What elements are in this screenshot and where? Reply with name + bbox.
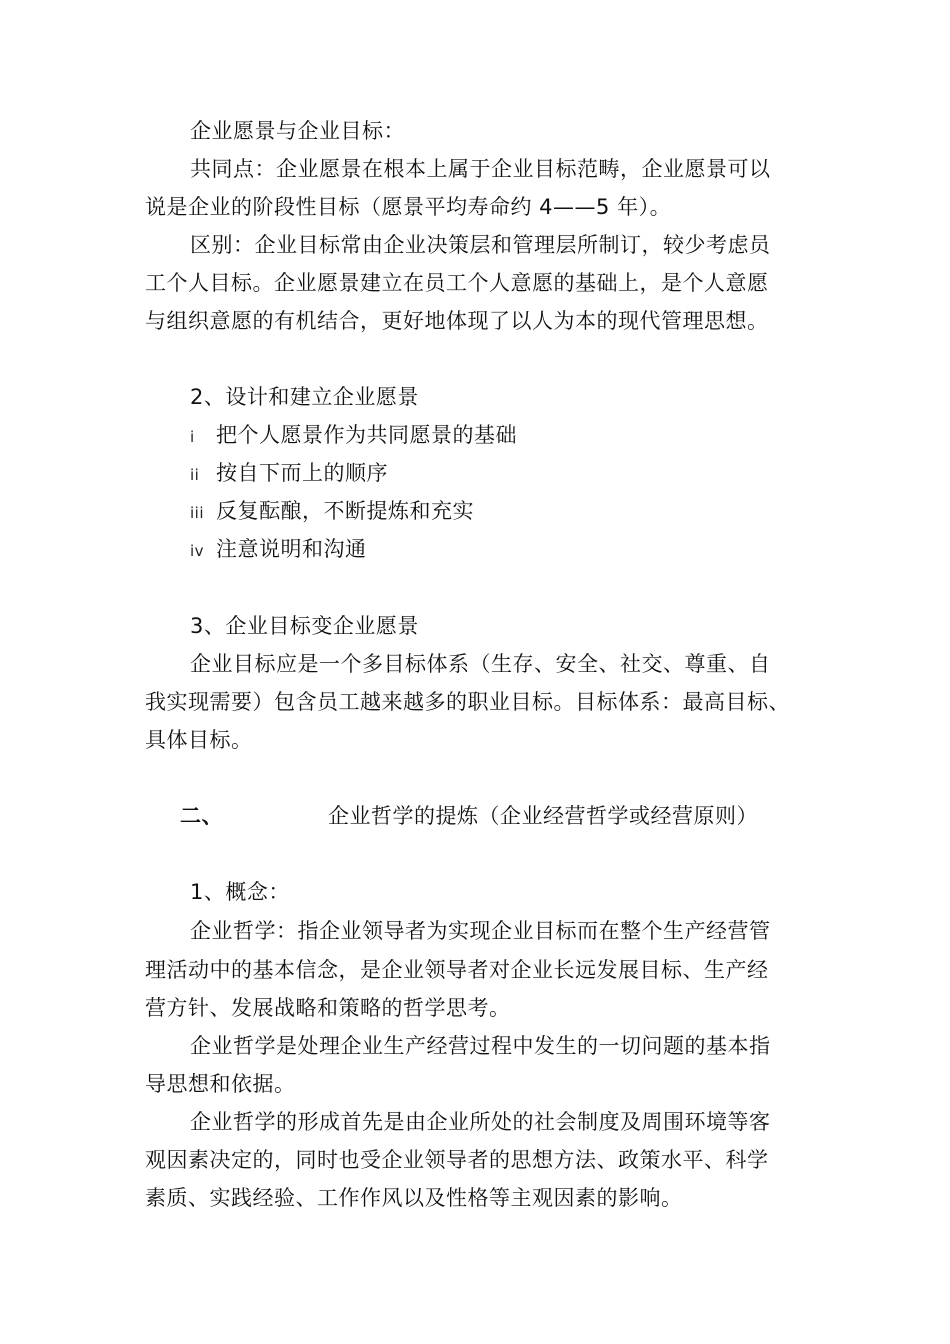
paragraph-line: 说是企业的阶段性目标（愿景平均寿命约 4——5 年）。 — [145, 195, 672, 219]
list-item — [190, 498, 474, 526]
paragraph-line: 理活动中的基本信念，是企业领导者对企业长远发展目标、生产经 — [145, 958, 769, 982]
section-heading-design-vision: 2、设计和建立企业愿景 — [190, 385, 419, 409]
paragraph-line: 工个人目标。企业愿景建立在员工个人意愿的基础上，是个人意愿 — [145, 271, 769, 295]
section-heading-vision-goals: 企业愿景与企业目标： — [190, 119, 405, 143]
section-heading-goal-to-vision: 3、企业目标变企业愿景 — [190, 614, 419, 638]
list-item — [190, 536, 367, 564]
list-item-text: 反复酝酿，不断提炼和充实 — [216, 499, 474, 523]
paragraph-line: 共同点：企业愿景在根本上属于企业目标范畴，企业愿景可以 — [190, 157, 771, 181]
paragraph-line: 企业哲学：指企业领导者为实现企业目标而在整个生产经营管 — [190, 919, 771, 943]
paragraph-line: 与组织意愿的有机结合，更好地体现了以人为本的现代管理思想。 — [145, 309, 769, 333]
list-item — [190, 460, 388, 488]
paragraph-line: 企业目标应是一个多目标体系（生存、安全、社交、尊重、自 — [190, 652, 771, 676]
paragraph-line: 导思想和依据。 — [145, 1072, 296, 1096]
list-item-number: iv — [190, 542, 205, 560]
paragraph-line: 企业哲学是处理企业生产经营过程中发生的一切问题的基本指 — [190, 1034, 771, 1058]
list-item-text: 按自下而上的顺序 — [216, 461, 388, 485]
list-item-number: ii — [190, 466, 200, 484]
paragraph-line: 营方针、发展战略和策略的哲学思考。 — [145, 996, 511, 1020]
list-item-text: 把个人愿景作为共同愿景的基础 — [216, 423, 517, 447]
list-item-number: i — [190, 428, 195, 446]
list-item-text: 注意说明和沟通 — [216, 537, 367, 561]
paragraph-line: 我实现需要）包含员工越来越多的职业目标。目标体系：最高目标、 — [145, 690, 790, 714]
section-heading-concept: 1、概念： — [190, 880, 290, 904]
paragraph-line: 具体目标。 — [145, 728, 253, 752]
paragraph-line: 企业哲学的形成首先是由企业所处的社会制度及周围环境等客 — [190, 1110, 771, 1134]
part-number: 二、 — [180, 804, 223, 828]
list-item-number: iii — [190, 504, 205, 522]
paragraph-line: 区别：企业目标常由企业决策层和管理层所制订，较少考虑员 — [190, 233, 771, 257]
list-item — [190, 422, 517, 450]
paragraph-line: 观因素决定的，同时也受企业领导者的思想方法、政策水平、科学 — [145, 1148, 769, 1172]
part-title: 企业哲学的提炼（企业经营哲学或经营原则） — [328, 804, 758, 828]
paragraph-line: 素质、实践经验、工作作风以及性格等主观因素的影响。 — [145, 1186, 683, 1210]
